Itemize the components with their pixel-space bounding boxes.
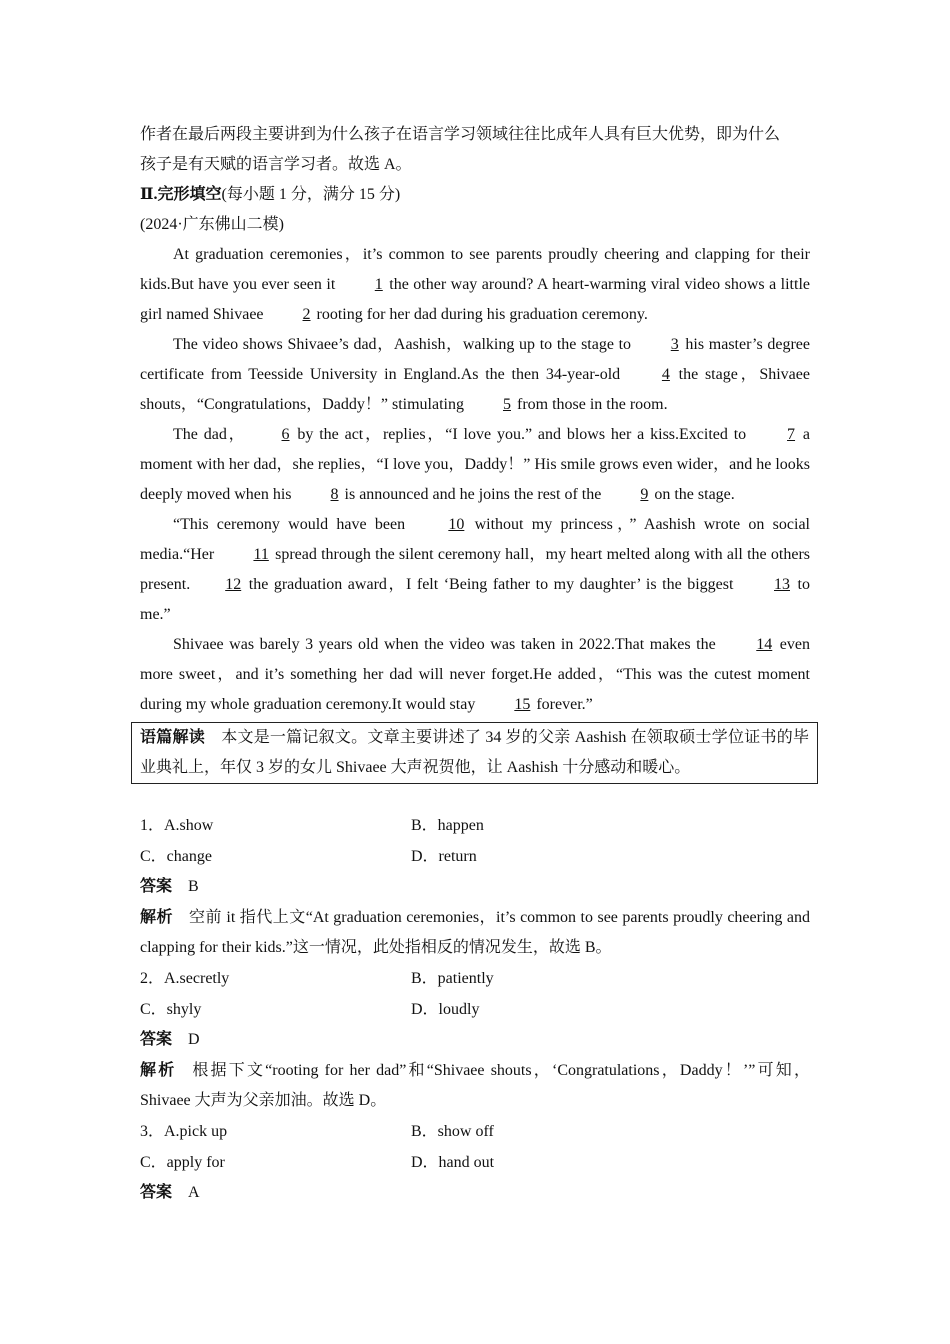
option-b: B．patiently bbox=[411, 969, 494, 987]
option-b: B．happen bbox=[411, 817, 484, 834]
blank-5: 5 bbox=[502, 396, 511, 413]
document-body bbox=[140, 120, 810, 720]
option-a: 3．A.pick up bbox=[140, 1122, 228, 1140]
passage-paragraph-3 bbox=[140, 420, 810, 510]
blank-6: 6 bbox=[281, 426, 290, 443]
reading-analysis-text: 本文是一篇记叙文。文章主要讲述了 34 岁的父亲 Aashish 在领取硕士学位证书的毕业典礼上，年仅 3 岁的女儿 Shivaee 大声祝贺他，让 Aashish 十分感动和暖心。 bbox=[140, 729, 809, 776]
option-b: B．show off bbox=[411, 1122, 494, 1140]
passage-text: even more sweet，and it’s something her dad will never forget.He added，“This was the cutest moment during my whole graduation ceremony.It would stay bbox=[140, 636, 811, 713]
section-title: Ⅱ.完形填空 bbox=[140, 186, 222, 203]
question-list bbox=[140, 811, 810, 1209]
passage-text: a moment with her dad，she replies，“I love you，Daddy！” His smile grows even wider，and he looks deeply moved when his bbox=[140, 426, 810, 503]
question-1 bbox=[140, 811, 810, 964]
passage-text: rooting for her dad during his graduation ceremony. bbox=[312, 306, 648, 323]
option-d: D．return bbox=[411, 847, 477, 865]
intro-line: 孩子是有天赋的语言学习者。故选 A。 bbox=[140, 156, 412, 173]
blank-8: 8 bbox=[330, 486, 339, 503]
passage-text: At graduation ceremonies，it’s common to see parents proudly cheering and clapping for their kids.But have you ever seen it bbox=[140, 246, 810, 293]
analysis-label: 解析 bbox=[140, 1061, 177, 1079]
blank-12: 12 bbox=[225, 576, 242, 593]
option-c: C．shyly bbox=[140, 1000, 202, 1018]
analysis-text: 空前 it 指代上文“At graduation ceremonies，it’s common to see parents proudly cheering and clapping for their kids.”这一情况，此处指相反的情况发生，故选 B。 bbox=[140, 908, 810, 957]
intro-line: 作者在最后两段主要讲到为什么孩子在语言学习领域往往比成年人具有巨大优势，即为什么 bbox=[140, 126, 781, 143]
option-c: C．change bbox=[140, 847, 212, 865]
blank-13: 13 bbox=[774, 576, 790, 593]
passage-text: spread through the silent ceremony hall，my heart melted along with all the others present. bbox=[140, 546, 810, 593]
blank-7: 7 bbox=[787, 426, 796, 443]
blank-14: 14 bbox=[756, 636, 773, 653]
passage-text: to me.” bbox=[140, 576, 810, 623]
option-d: D．loudly bbox=[411, 1000, 480, 1018]
passage-text: from those in the room. bbox=[512, 396, 668, 413]
passage-paragraph-2 bbox=[140, 330, 810, 420]
answer-value: A bbox=[188, 1184, 200, 1202]
passage-text: the other way around? A heart-warming viral video shows a little girl named Shivaee bbox=[140, 276, 810, 323]
section-note: (每小题 1 分，满分 15 分) bbox=[221, 186, 401, 203]
answer-label: 答案 bbox=[140, 1184, 173, 1202]
blank-11: 11 bbox=[253, 546, 269, 563]
passage-text: his master’s degree certificate from Teesside University in England.As the then 34-year-old bbox=[140, 336, 810, 383]
passage-text: the stage，Shivaee shouts，“Congratulations，Daddy！” stimulating bbox=[140, 366, 810, 413]
answer-value: B bbox=[188, 878, 199, 896]
blank-3: 3 bbox=[670, 336, 679, 353]
reading-analysis-box bbox=[131, 722, 818, 784]
passage-paragraph-1 bbox=[140, 240, 810, 330]
reading-analysis-label: 语篇解读 bbox=[140, 729, 205, 746]
passage-text: on the stage. bbox=[650, 486, 735, 503]
blank-1: 1 bbox=[374, 276, 383, 293]
answer-label: 答案 bbox=[140, 1031, 173, 1049]
option-a: 1．A.show bbox=[140, 817, 214, 834]
analysis bbox=[140, 903, 810, 964]
passage-paragraph-5 bbox=[140, 630, 810, 720]
passage-text: by the act，replies，“I love you.” and blows her a kiss.Excited to bbox=[291, 426, 753, 443]
blank-4: 4 bbox=[661, 366, 670, 383]
passage-text: The video shows Shivaee’s dad，Aashish，walking up to the stage to bbox=[173, 336, 636, 353]
blank-2: 2 bbox=[302, 306, 311, 323]
option-a: 2．A.secretly bbox=[140, 969, 230, 987]
answer-label: 答案 bbox=[140, 878, 173, 896]
answer-value: D bbox=[188, 1031, 200, 1049]
question-2 bbox=[140, 964, 810, 1117]
passage-text: is announced and he joins the rest of the bbox=[340, 486, 606, 503]
passage-text: the graduation award，I felt ‘Being father to my daughter’ is the biggest bbox=[243, 576, 739, 593]
analysis-label: 解析 bbox=[140, 908, 173, 926]
blank-15: 15 bbox=[514, 696, 531, 713]
option-d: D．hand out bbox=[411, 1153, 495, 1171]
passage-text: without my princess，” Aashish wrote on social media.“Her bbox=[140, 516, 810, 563]
analysis-text: 根据下文“rooting for her dad”和“Shivaee shouts，‘Congratulations，Daddy！’”可知，Shivaee 大声为父亲加油。故选 D。 bbox=[140, 1061, 810, 1110]
question-3 bbox=[140, 1117, 810, 1209]
passage-text: “This ceremony would have been bbox=[173, 516, 414, 533]
passage-text: The dad， bbox=[173, 426, 247, 443]
blank-9: 9 bbox=[640, 486, 649, 503]
passage-paragraph-4 bbox=[140, 510, 810, 630]
analysis bbox=[140, 1056, 810, 1117]
passage-text: forever.” bbox=[532, 696, 593, 713]
section-source: (2024·广东佛山二模) bbox=[140, 216, 284, 233]
blank-10: 10 bbox=[448, 516, 465, 533]
passage-text: Shivaee was barely 3 years old when the video was taken in 2022.That makes the bbox=[173, 636, 722, 653]
option-c: C．apply for bbox=[140, 1153, 225, 1171]
section-heading bbox=[140, 180, 810, 210]
